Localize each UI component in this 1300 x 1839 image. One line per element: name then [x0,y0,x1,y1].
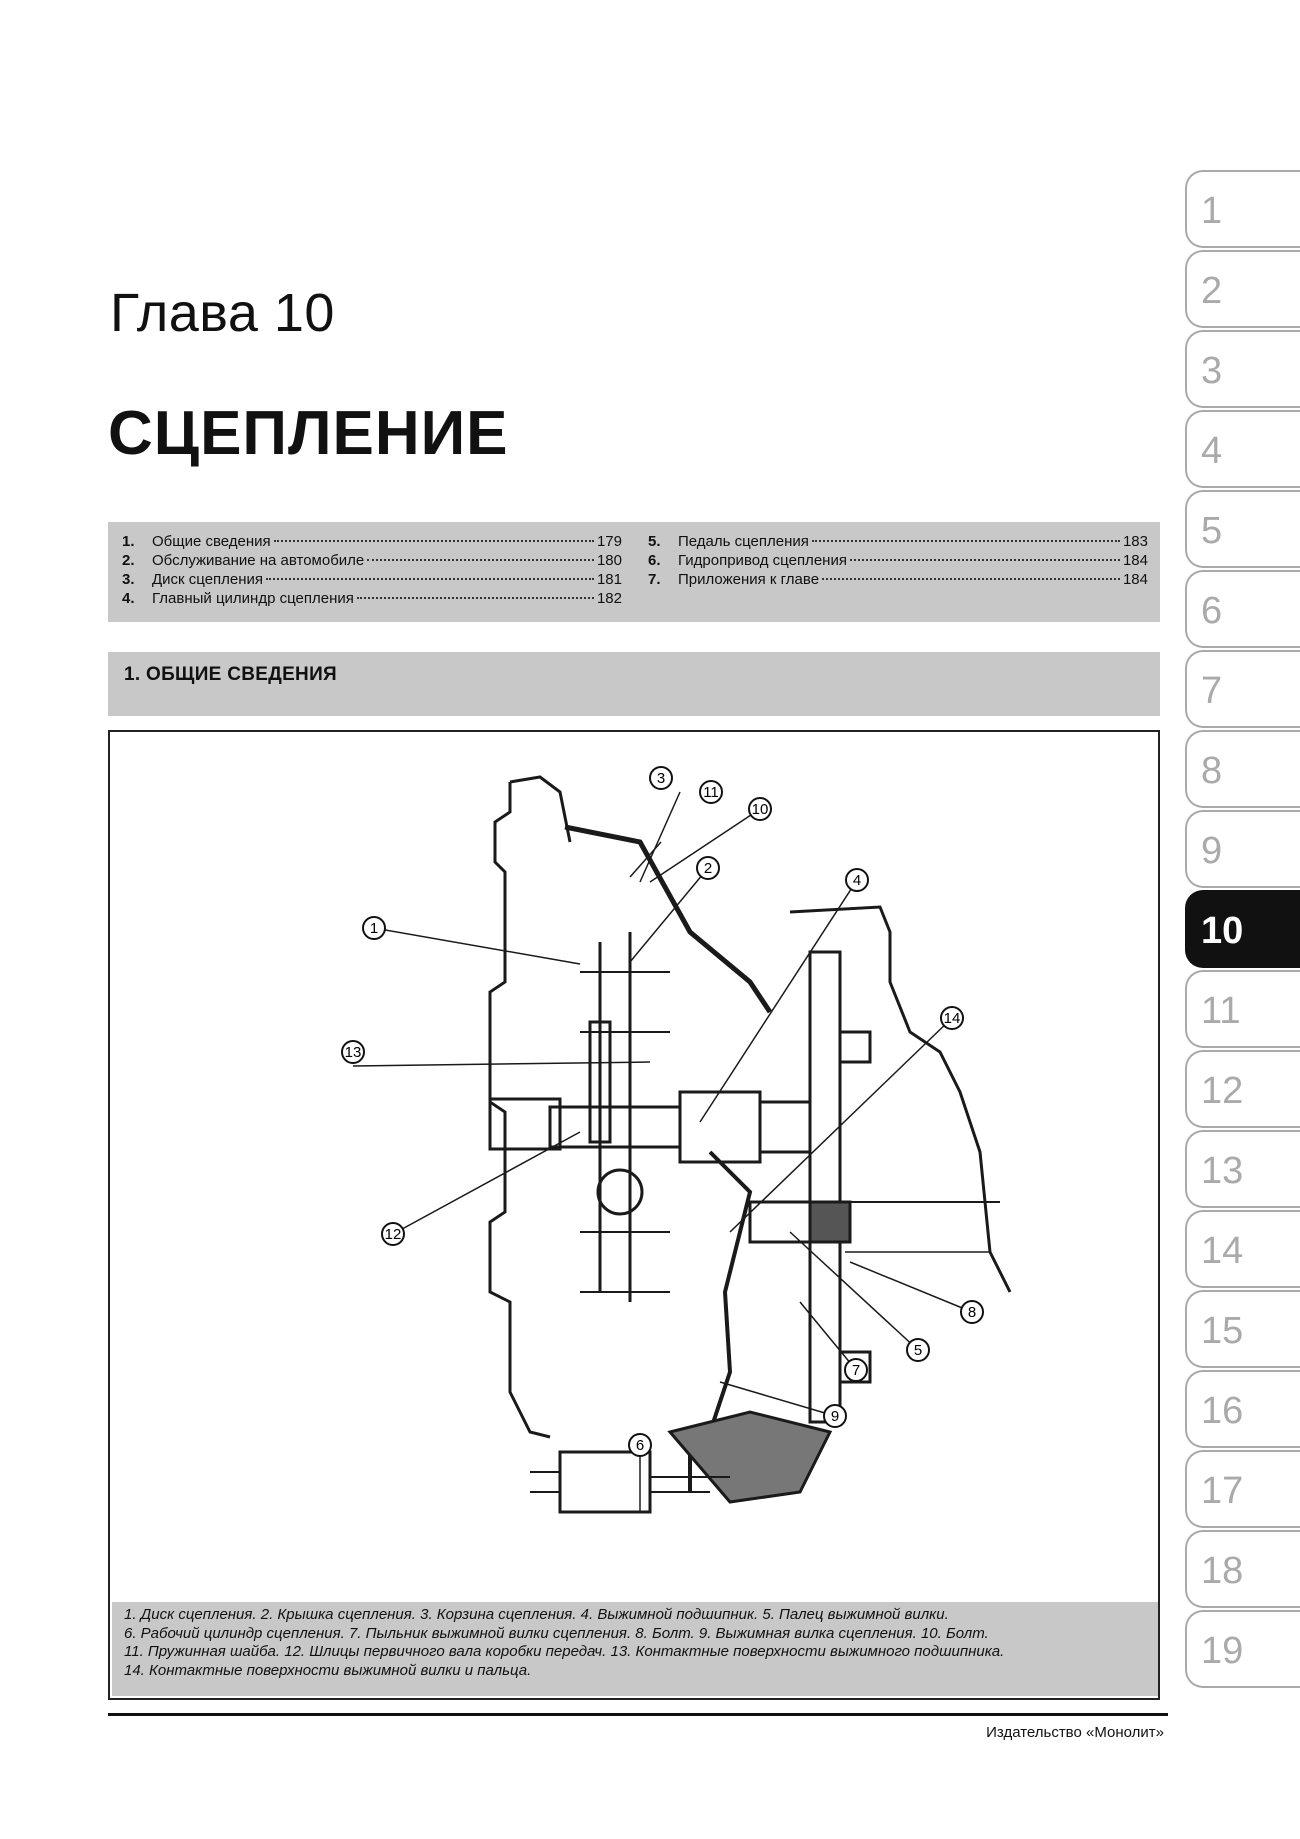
callout-9 [824,1405,846,1427]
tab-chapter-19[interactable]: 19 [1185,1610,1300,1688]
tab-chapter-11[interactable]: 11 [1185,970,1300,1048]
svg-text:1: 1 [369,920,379,937]
tab-chapter-10[interactable]: 10 [1185,890,1300,968]
callout-14 [941,1007,963,1029]
caption-line: 11. Пружинная шайба. 12. Шлицы первичного вала коробки передач. 13. Контактные поверхности выжимного подшипника. [124,1643,1005,1660]
tab-chapter-14[interactable]: 14 [1185,1210,1300,1288]
svg-text:13: 13 [344,1044,362,1061]
svg-text:12: 12 [384,1226,402,1243]
callout-6 [629,1434,651,1456]
svg-text:10: 10 [751,801,769,818]
toc-item[interactable]: 5. Педаль сцепления 183 [648,533,1148,550]
svg-text:11: 11 [703,784,719,801]
toc-item[interactable]: 2. Обслуживание на автомобиле 180 [122,552,622,569]
section-header [108,652,1160,716]
tab-chapter-15[interactable]: 15 [1185,1290,1300,1368]
tab-chapter-6[interactable]: 6 [1185,570,1300,648]
caption-line: 14. Контактные поверхности выжимной вилки и пальца. [124,1661,532,1679]
toc-column-left [122,532,622,608]
callout-10 [749,798,771,820]
svg-text:8: 8 [967,1304,977,1321]
tab-chapter-13[interactable]: 13 [1185,1130,1300,1208]
toc-item[interactable]: 7. Приложения к главе 184 [648,571,1148,588]
clutch-diagram [110,732,1158,1598]
svg-text:7: 7 [851,1362,861,1379]
tab-chapter-4[interactable]: 4 [1185,410,1300,488]
tab-chapter-18[interactable]: 18 [1185,1530,1300,1608]
callout-7 [845,1359,867,1381]
toc-item[interactable]: 3. Диск сцепления 181 [122,571,622,588]
tab-chapter-9[interactable]: 9 [1185,810,1300,888]
table-of-contents [108,522,1160,622]
svg-text:3: 3 [656,770,666,787]
chapter-label: Глава 10 [110,283,335,343]
tab-chapter-8[interactable]: 8 [1185,730,1300,808]
callout-4 [846,869,868,891]
tab-chapter-16[interactable]: 16 [1185,1370,1300,1448]
callout-8 [961,1301,983,1323]
tab-chapter-2[interactable]: 2 [1185,250,1300,328]
figure-caption [112,1602,1158,1696]
toc-item[interactable]: 4. Главный цилиндр сцепления 182 [122,590,622,607]
callout-13 [342,1041,364,1063]
chapter-title: СЦЕПЛЕНИЕ [108,399,509,468]
svg-text:9: 9 [830,1408,840,1425]
callout-2 [697,857,719,879]
publisher: Издательство «Монолит» [986,1724,1164,1741]
svg-text:4: 4 [852,872,862,889]
svg-text:2: 2 [703,860,713,877]
footer-rule [108,1713,1168,1716]
callout-12 [382,1223,404,1245]
toc-column-right [648,532,1148,589]
tab-chapter-17[interactable]: 17 [1185,1450,1300,1528]
callout-5 [907,1339,929,1361]
callout-11 [700,781,722,803]
callout-3 [650,767,672,789]
section-title: 1. ОБЩИЕ СВЕДЕНИЯ [124,664,337,685]
svg-text:6: 6 [635,1437,645,1454]
tab-chapter-1[interactable]: 1 [1185,170,1300,248]
tab-chapter-5[interactable]: 5 [1185,490,1300,568]
svg-text:5: 5 [913,1342,923,1359]
caption-line: 1. Диск сцепления. 2. Крышка сцепления. 3. Корзина сцепления. 4. Выжимной подшипник. 5. Палец выжимной вилки. [124,1606,949,1623]
toc-item[interactable]: 6. Гидропривод сцепления 184 [648,552,1148,569]
clutch-figure [108,730,1160,1700]
callout-1 [363,917,385,939]
toc-item[interactable]: 1. Общие сведения 179 [122,533,622,550]
tab-chapter-7[interactable]: 7 [1185,650,1300,728]
tab-chapter-12[interactable]: 12 [1185,1050,1300,1128]
svg-text:14: 14 [943,1010,961,1027]
tab-chapter-3[interactable]: 3 [1185,330,1300,408]
caption-line: 6. Рабочий цилиндр сцепления. 7. Пыльник выжимной вилки сцепления. 8. Болт. 9. Выжимная вилка сцепления. 10. Болт. [124,1624,989,1642]
